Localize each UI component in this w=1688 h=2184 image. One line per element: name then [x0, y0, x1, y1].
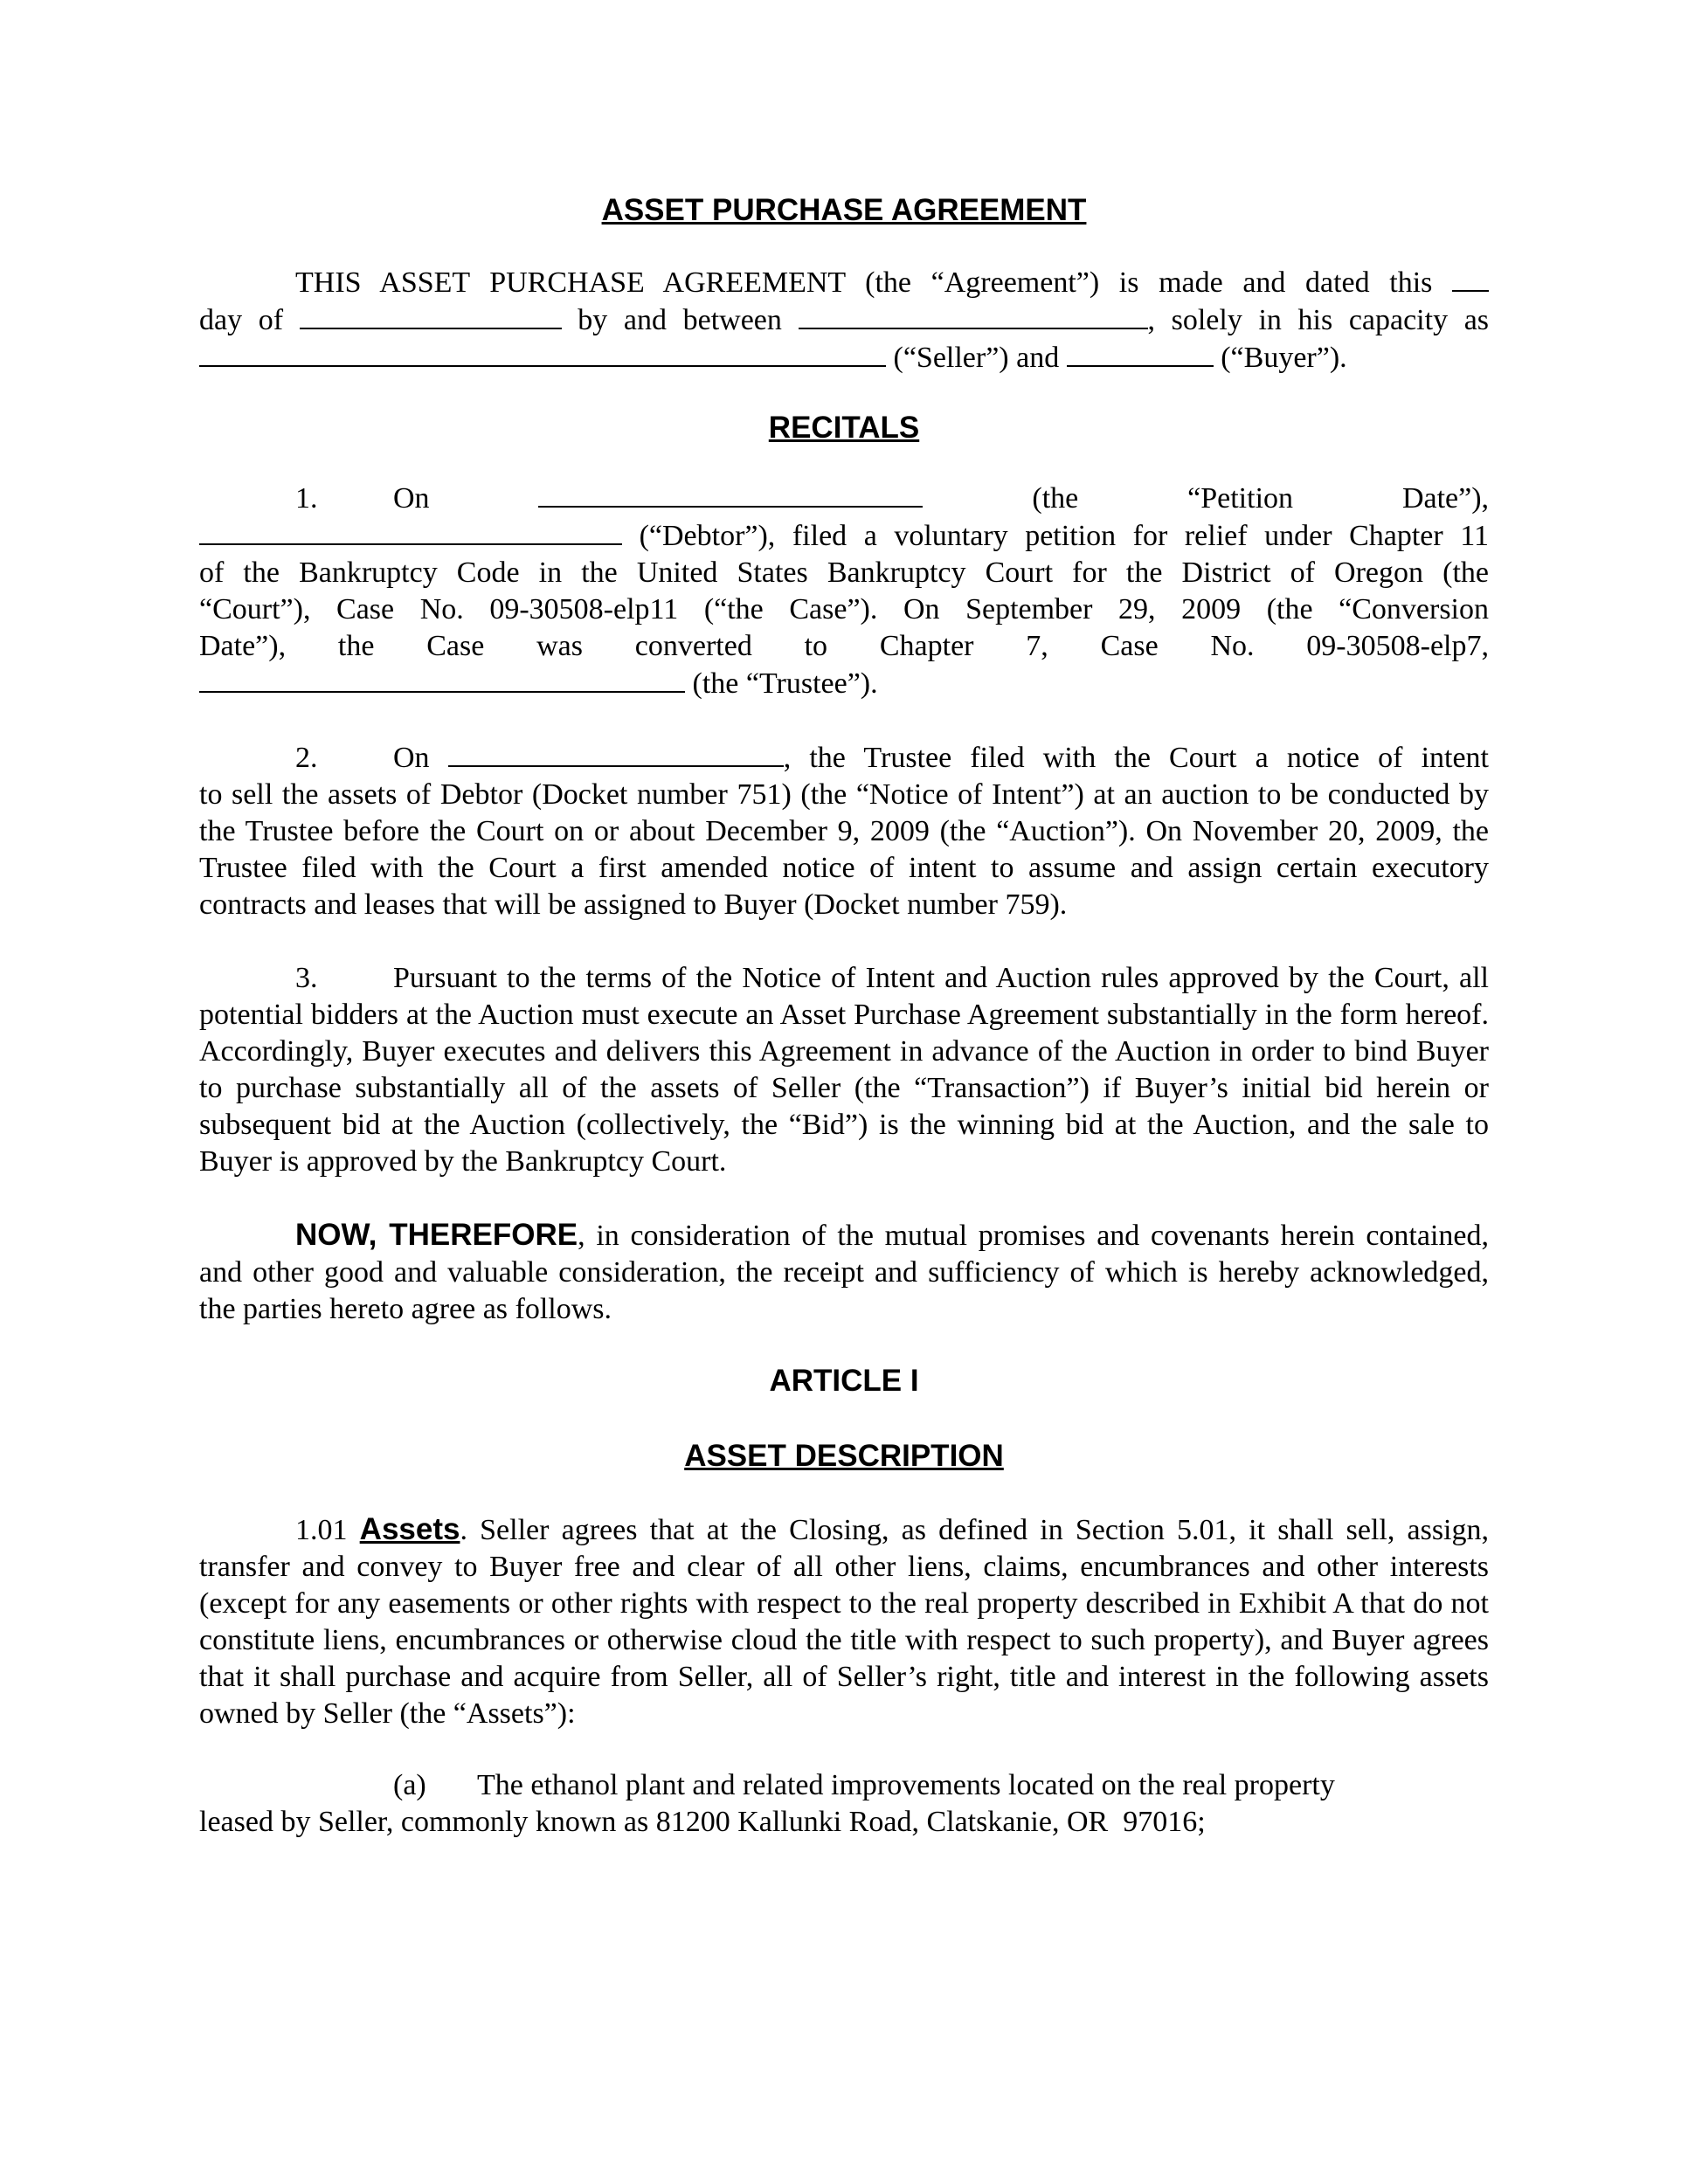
blank-debtor	[199, 517, 622, 545]
recital-2-on: On	[393, 742, 430, 774]
intro-line-3	[199, 339, 1489, 377]
recital-1-petition: “Petition	[1187, 482, 1294, 515]
recital-1-on: On	[393, 482, 430, 515]
recital-1-line-3: of the Bankruptcy Code in the United States Bankruptcy Court for the District of Oregon (the	[199, 556, 1489, 589]
recital-1-date: Date”),	[1401, 482, 1490, 515]
recital-1-line-1	[199, 480, 1489, 517]
recital-1-line-5: Date”), the Case was converted to Chapter 7, Case No. 09-30508-elp7,	[199, 630, 1489, 662]
intro-text-1: THIS ASSET PURCHASE AGREEMENT (the “Agreement”) is made and dated this	[295, 266, 1433, 299]
recitals-heading: RECITALS	[768, 411, 920, 445]
recital-1-line-6	[199, 665, 1489, 702]
section-1-01-text: . Seller agrees that at the Closing, as defined in Section 5.01, it shall sell, assign, transfer and convey to Buyer free and clear of all other liens, claims, encumbrances and other interests (except for any easements or other rights with respect to the real property described in Exhibit A that do not constitute liens, encumbrances or otherwise cloud the title with respect to such property), and Buyer agrees that it shall purchase and acquire from Seller, all of Seller’s right, title and interest in the following assets owned by Seller (the “Assets”):	[199, 1514, 1490, 1730]
section-1-01-label: Assets	[359, 1512, 460, 1546]
section-1-01	[199, 1511, 1489, 1732]
intro-text-5: (“Seller”) and	[893, 342, 1060, 374]
recital-3-number: 3.	[295, 962, 318, 994]
recital-1-debtor: (“Debtor”), filed a voluntary petition for relief under Chapter 11	[639, 520, 1490, 552]
blank-day	[1452, 264, 1489, 292]
blank-seller-name	[799, 301, 1148, 329]
item-a-text-1: The ethanol plant and related improvements located on the real property	[477, 1769, 1335, 1801]
intro-line-1	[199, 264, 1489, 301]
recital-3-paragraph	[199, 960, 1489, 1180]
recital-3	[199, 960, 1489, 1180]
blank-petition-date	[538, 480, 923, 508]
blank-month	[300, 301, 562, 329]
intro-text-3: by and between	[578, 304, 782, 336]
item-a-line-2: leased by Seller, commonly known as 81200 Kallunki Road, Clatskanie, OR 97016;	[199, 1806, 1206, 1838]
blank-trustee	[199, 665, 685, 693]
recital-1-trustee: (the “Trustee”).	[692, 667, 878, 700]
item-a-label: (a)	[393, 1769, 426, 1801]
now-therefore	[199, 1217, 1489, 1328]
recital-1-number: 1.	[295, 482, 318, 515]
now-therefore-text: , in consideration of the mutual promises and covenants herein contained, and other good and valuable consideration, the receipt and sufficiency of which is hereby acknowledged, the parties hereto agree as follows.	[199, 1220, 1489, 1325]
recital-2-number: 2.	[295, 742, 318, 774]
blank-buyer	[1067, 339, 1214, 367]
recital-2-rest: , the Trustee filed with the Court a notice of intent	[783, 742, 1489, 774]
intro-text-6: (“Buyer”).	[1221, 342, 1347, 374]
blank-notice-date	[448, 739, 784, 767]
article-title: ASSET DESCRIPTION	[684, 1439, 1004, 1473]
intro-paragraph	[199, 264, 1489, 377]
blank-seller-capacity	[199, 339, 886, 367]
document-title: ASSET PURCHASE AGREEMENT	[601, 193, 1087, 227]
recital-3-text: Pursuant to the terms of the Notice of Intent and Auction rules approved by the Court, all potential bidders at the Auction must execute an Asset Purchase Agreement substantially in the form hereof. Accordingly, Buyer executes and delivers this Agreement in advance of the Auction in order to bind Buyer to purchase substantially all of the assets of Seller (the “Transaction”) if Buyer’s initial bid herein or subsequent bid at the Auction (collectively, the “Bid”) is the winning bid at the Auction, and the sale to Buyer is approved by the Bankruptcy Court.	[199, 962, 1489, 1178]
document-page	[199, 192, 1489, 1841]
item-a-line-1	[199, 1767, 1489, 1804]
article-heading: ARTICLE I	[769, 1364, 919, 1398]
recital-2-body: to sell the assets of Debtor (Docket number 751) (the “Notice of Intent”) at an auction to be conducted by the Trustee before the Court on or about December 9, 2009 (the “Auction”). On November 20, 2009, the Trustee filed with the Court a first amended notice of intent to assume and assign certain executory contracts and leases that will be assigned to Buyer (Docket number 759).	[199, 778, 1489, 921]
section-1-01-paragraph	[199, 1511, 1489, 1732]
now-therefore-paragraph	[199, 1217, 1489, 1328]
recital-2-line-1	[199, 739, 1489, 777]
intro-line-2	[199, 301, 1489, 339]
recital-1	[199, 480, 1489, 702]
item-a	[199, 1767, 1489, 1841]
intro-text-4: , solely in his capacity as	[1147, 304, 1490, 336]
recital-1-the: (the	[1032, 482, 1079, 515]
recital-1-line-4: “Court”), Case No. 09-30508-elp11 (“the Case”). On September 29, 2009 (the “Conversion	[199, 593, 1489, 625]
section-1-01-number: 1.01	[295, 1514, 348, 1546]
now-therefore-lead: NOW, THEREFORE	[295, 1218, 578, 1252]
intro-text-2: day of	[199, 304, 284, 336]
recital-1-line-2	[199, 517, 1489, 555]
recital-2	[199, 739, 1489, 923]
